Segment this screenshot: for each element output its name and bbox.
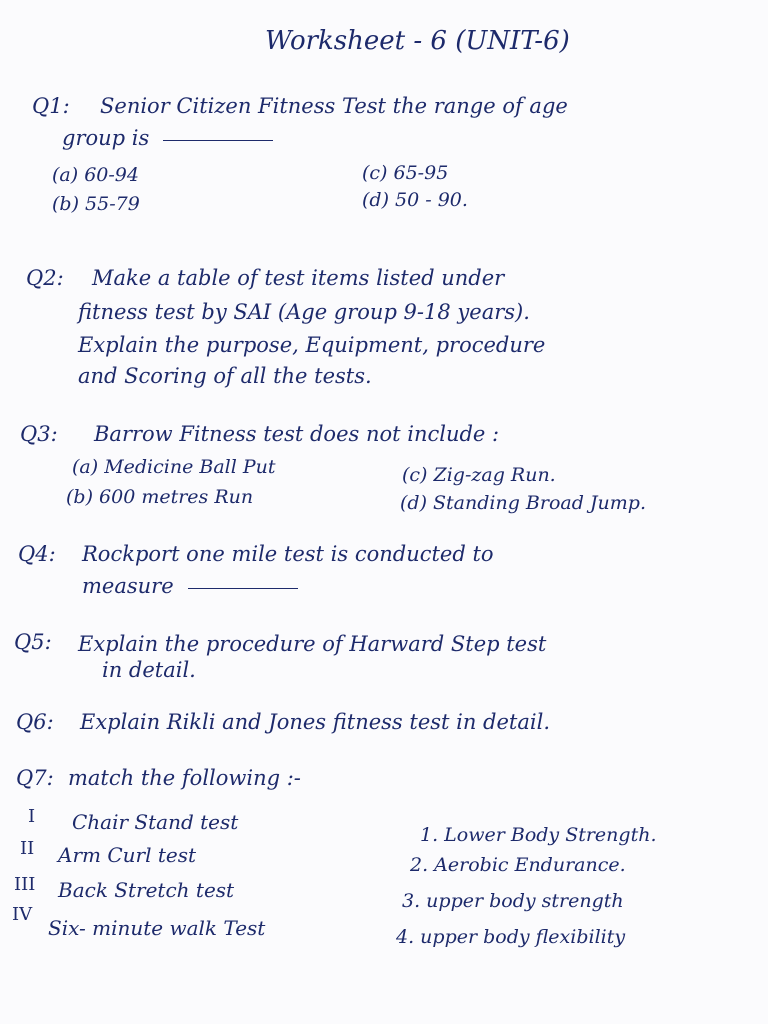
q4-line1: Rockport one mile test is conducted to <box>82 542 494 566</box>
q1-text-line2 <box>62 128 273 149</box>
match-left-item-2: Arm Curl test <box>58 843 196 867</box>
q6-label: Q6: <box>16 710 54 734</box>
worksheet-title: Worksheet - 6 (UNIT-6) <box>265 26 570 56</box>
match-right-item-4: 4. upper body flexibility <box>396 926 626 948</box>
match-left-item-1: Chair Stand test <box>72 810 239 834</box>
q2-label: Q2: <box>26 266 64 290</box>
q1-label: Q1: <box>32 94 70 118</box>
q4-answer-blank <box>188 586 298 589</box>
q2-line4: and Scoring of all the tests. <box>78 364 372 388</box>
q5-line2: in detail. <box>102 658 196 682</box>
q5-label: Q5: <box>14 630 52 654</box>
match-left-num-4: IV <box>12 904 33 925</box>
q3-text: Barrow Fitness test does not include : <box>94 422 500 446</box>
match-right-item-1: 1. Lower Body Strength. <box>420 824 657 846</box>
q7-text: match the following :- <box>68 766 301 790</box>
q4-line2: measure <box>82 574 174 598</box>
q1-option-c: (c) 65-95 <box>362 162 449 184</box>
q6-text: Explain Rikli and Jones fitness test in detail. <box>80 710 550 734</box>
q1-option-a: (a) 60-94 <box>52 164 139 186</box>
match-right-item-2: 2. Aerobic Endurance. <box>410 854 626 876</box>
q1-text-2: group is <box>62 126 150 150</box>
q1-option-d: (d) 50 - 90. <box>362 189 468 211</box>
match-left-item-3: Back Stretch test <box>58 878 235 902</box>
match-left-num-3: III <box>14 874 36 895</box>
match-left-item-4: Six- minute walk Test <box>48 916 266 940</box>
q2-line1: Make a table of test items listed under <box>92 266 505 290</box>
q5-line1: Explain the procedure of Harward Step test <box>78 632 547 656</box>
q1-text: Senior Citizen Fitness Test the range of age <box>100 94 568 118</box>
q3-option-d: (d) Standing Broad Jump. <box>400 492 647 514</box>
q3-option-b: (b) 600 metres Run <box>66 486 254 508</box>
match-right-item-3: 3. upper body strength <box>402 890 624 912</box>
q1-option-b: (b) 55-79 <box>52 193 140 215</box>
q7-label: Q7: <box>16 766 54 790</box>
q2-line3: Explain the purpose, Equipment, procedure <box>78 333 546 357</box>
q3-option-c: (c) Zig-zag Run. <box>402 464 556 486</box>
match-left-num-1: I <box>28 806 36 827</box>
q2-line2: fitness test by SAI (Age group 9-18 years). <box>78 300 530 324</box>
q4-label: Q4: <box>18 542 56 566</box>
match-left-num-2: II <box>20 838 35 859</box>
q4-line2-wrap <box>82 576 298 597</box>
q3-label: Q3: <box>20 422 58 446</box>
q1-answer-blank <box>163 138 273 141</box>
q3-option-a: (a) Medicine Ball Put <box>72 456 276 478</box>
